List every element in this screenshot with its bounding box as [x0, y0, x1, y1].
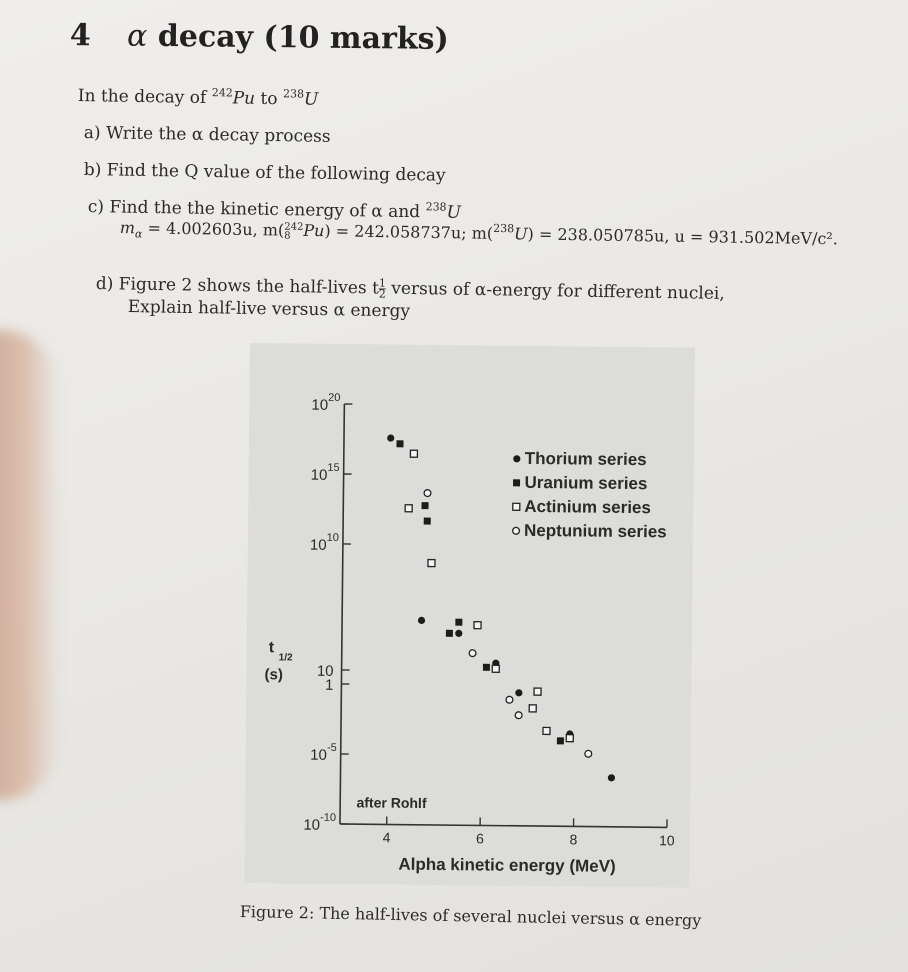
actinium-series-point: [492, 665, 499, 672]
figure-2: [244, 343, 695, 888]
y-axis-label-sub: 1/2: [278, 652, 293, 664]
uranium-series-point: [446, 630, 453, 637]
legend-label-1: Thorium series: [524, 448, 647, 470]
thorium-series-point: [608, 774, 615, 781]
data-u-val: ) = 238.050785u, u = 931.502MeV/c².: [527, 224, 839, 249]
actinium-series-point: [405, 505, 412, 512]
actinium-series-point: [410, 450, 417, 457]
actinium-series-point: [428, 560, 435, 567]
uranium-series-point: [455, 619, 462, 626]
y-tick-label: $10^{10}$: [309, 531, 340, 554]
data-m: m: [119, 218, 136, 238]
parent-mass: 242: [211, 86, 233, 100]
daughter-mass: 238: [282, 87, 305, 101]
actinium-series-point: [474, 622, 481, 629]
question-number: 4: [69, 18, 91, 54]
part-d-text-2: Explain half-live versus α energy: [127, 297, 411, 322]
question-heading: [70, 18, 449, 57]
thorium-series-point: [387, 434, 394, 441]
part-d-label: d): [95, 274, 114, 295]
part-c-nuclide-symbol: U: [446, 202, 462, 223]
neptunium-series-point: [469, 650, 476, 657]
legend-label-2: Uranium series: [524, 472, 648, 494]
frac-den: 2: [378, 287, 386, 301]
parent-symbol: Pu: [232, 88, 256, 109]
intro-prefix: In the decay of: [77, 86, 207, 109]
neptunium-series-point: [424, 490, 431, 497]
u-symbol: U: [513, 224, 528, 244]
part-c-text: Find the the kinetic energy of α and: [109, 197, 421, 223]
chart-annotation: after Rohlf: [356, 794, 427, 812]
x-tick-label: 4: [382, 829, 391, 846]
part-c-label: c): [87, 197, 105, 218]
x-axis-label: Alpha kinetic energy (MeV): [398, 854, 616, 876]
actinium-series-point: [566, 735, 573, 742]
part-b-label: b): [83, 160, 102, 181]
part-c-data: [120, 218, 838, 251]
thorium-series-point: [455, 630, 462, 637]
y-tick-label: $10^{20}$: [311, 391, 341, 414]
figure-caption: Figure 2: The half-lives of several nuclei versus α energy: [239, 902, 702, 930]
legend-label-3: Actinium series: [524, 496, 652, 518]
legend-label-4: Neptunium series: [523, 520, 667, 542]
y-axis: [340, 404, 344, 824]
part-a-text: Write the α decay process: [105, 123, 331, 147]
neptunium-series-point: [585, 750, 592, 757]
part-a-label: a): [83, 123, 101, 144]
thorium-series-point: [418, 617, 425, 624]
half-life-chart: [244, 343, 695, 888]
u-mass: 238: [493, 221, 515, 236]
thorium-series-point: [515, 689, 522, 696]
y-axis-label-main: t: [268, 639, 275, 657]
legend-marker-3: [513, 503, 520, 510]
data-m-alpha-val: = 4.002603u, m(: [147, 218, 285, 240]
part-d-text-a: Figure 2 shows the half-lives t: [118, 274, 380, 299]
data-m-sub: α: [134, 227, 143, 241]
part-b-text: Find the Q value of the following decay: [106, 160, 446, 186]
legend-marker-1: [513, 455, 520, 462]
y-tick-label: $10^{-5}$: [310, 741, 337, 764]
x-tick-label: 10: [658, 832, 675, 849]
x-tick-label: 8: [569, 831, 578, 848]
data-pu-val: ) = 242.058737u; m(: [324, 221, 494, 243]
pu-symbol: Pu: [303, 220, 325, 241]
half-fraction: [379, 278, 386, 299]
actinium-series-point: [529, 705, 536, 712]
intro-line: [78, 86, 319, 110]
uranium-series-point: [424, 518, 431, 525]
uranium-series-point: [483, 664, 490, 671]
uranium-series-point: [422, 502, 429, 509]
neptunium-series-point: [515, 712, 522, 719]
part-d-text-b: versus of α-energy for different nuclei,: [391, 278, 725, 304]
y-axis-label-unit: (s): [264, 666, 283, 684]
pu-z: 8: [284, 230, 291, 242]
daughter-symbol: U: [303, 89, 319, 110]
part-c-nuclide-mass: 238: [425, 200, 447, 214]
pu-mass: 242: [284, 221, 304, 233]
intro-connector: to: [260, 88, 278, 110]
thumb-shadow: [0, 330, 60, 800]
y-tick-label: $10^{15}$: [310, 461, 340, 484]
y-tick-label: 1: [324, 676, 334, 694]
part-b: [84, 160, 446, 186]
y-tick-label: 10: [316, 662, 334, 680]
legend-marker-2: [513, 479, 520, 486]
legend-marker-4: [513, 527, 520, 534]
actinium-series-point: [543, 727, 550, 734]
frac-num: 1: [378, 276, 387, 290]
part-a: [84, 123, 331, 147]
question-title: decay (10 marks): [157, 18, 449, 57]
x-axis: [340, 824, 667, 827]
uranium-series-point: [396, 440, 403, 447]
part-d-line-2: [128, 297, 411, 321]
y-tick-label: $10^{-10}$: [303, 811, 337, 834]
title-symbol: α: [126, 18, 148, 54]
neptunium-series-point: [506, 696, 513, 703]
x-tick-label: 6: [475, 830, 484, 847]
actinium-series-point: [534, 688, 541, 695]
uranium-series-point: [557, 737, 564, 744]
